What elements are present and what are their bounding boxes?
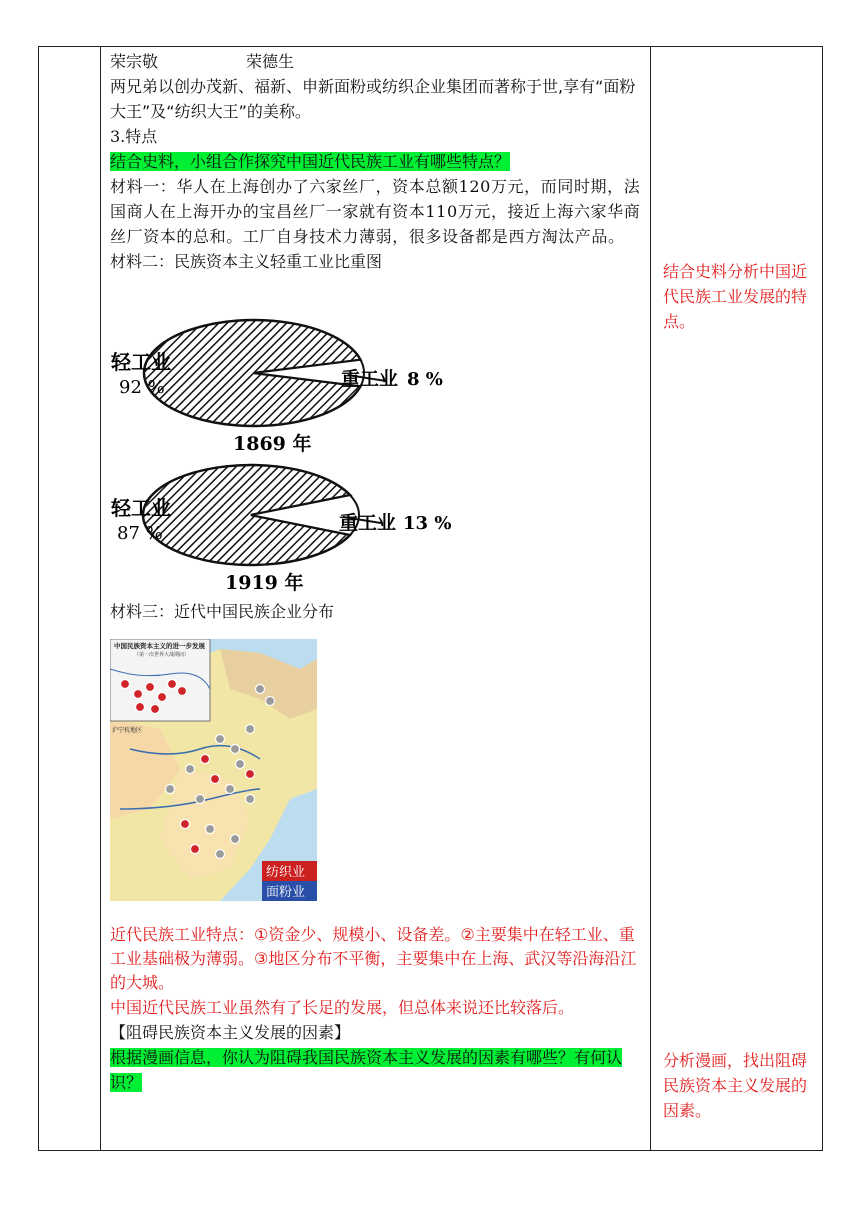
heavy-industry-label: 重工业 bbox=[341, 368, 399, 390]
map-marker-textile bbox=[178, 687, 187, 696]
pie-chart-1869 bbox=[109, 313, 459, 458]
map-marker-flour bbox=[206, 825, 215, 834]
map-marker-textile bbox=[181, 820, 190, 829]
light-industry-pct: 92 % bbox=[119, 377, 165, 398]
heavy-industry-pct: 8 % bbox=[407, 369, 443, 390]
map-marker-textile bbox=[134, 690, 143, 699]
map-marker-flour bbox=[226, 785, 235, 794]
task-highlight-obstacles: 根据漫画信息，你认为阻碍我国民族资本主义发展的因素有哪些？有何认识？ bbox=[110, 1048, 623, 1092]
side-note-obstacles: 分析漫画，找出阻碍民族资本主义发展的因素。 bbox=[663, 1051, 808, 1120]
map-marker-flour bbox=[186, 765, 195, 774]
heavy-industry-label: 重工业 bbox=[339, 512, 397, 534]
task-highlight: 结合史料，小组合作探究中国近代民族工业有哪些特点？ bbox=[110, 152, 511, 171]
chart-year: 1919 年 bbox=[225, 572, 304, 594]
map-marker-textile bbox=[136, 703, 145, 712]
pie-chart-1919 bbox=[109, 457, 459, 597]
map-marker-flour bbox=[196, 795, 205, 804]
name-left: 荣宗敬 bbox=[110, 52, 159, 71]
map-marker-textile bbox=[191, 845, 200, 854]
map-marker-flour bbox=[166, 785, 175, 794]
map-marker-flour bbox=[246, 725, 255, 734]
column-divider bbox=[650, 47, 651, 1150]
map-marker-textile bbox=[201, 755, 210, 764]
section-heading-obstacles: 【阻碍民族资本主义发展的因素】 bbox=[110, 1023, 351, 1042]
legend-label-textile: 纺织业 bbox=[266, 865, 306, 880]
map-inset-label: 沪宁杭地区 bbox=[112, 727, 143, 734]
material-one: 材料一：华人在上海创办了六家丝厂，资本总额120万元，而同时期，法国商人在上海开办的宝昌丝厂一家就有资本110万元，接近上海六家华商丝厂资本的总和。工厂自身技术力薄弱，很多设备都是西方淘汰产品。 bbox=[110, 177, 641, 246]
map-marker-textile bbox=[211, 775, 220, 784]
main-column bbox=[110, 49, 650, 274]
map-marker-textile bbox=[158, 693, 167, 702]
map-marker-flour bbox=[256, 685, 265, 694]
intro-text: 两兄弟以创办茂新、福新、申新面粉或纺织企业集团而著称于世,享有“面粉大王”及“纺织大王”的美称。 bbox=[110, 77, 636, 121]
light-industry-label: 轻工业 bbox=[111, 350, 171, 374]
map-marker-flour bbox=[216, 735, 225, 744]
map-marker-textile bbox=[168, 680, 177, 689]
names-line bbox=[110, 49, 650, 74]
side-note-features: 结合史料分析中国近代民族工业发展的特点。 bbox=[663, 262, 808, 331]
light-industry-label: 轻工业 bbox=[111, 496, 171, 520]
light-industry-pct: 87 % bbox=[117, 523, 163, 544]
map-subtitle: （第一次世界大战期间） bbox=[134, 652, 190, 658]
heavy-industry-pct: 13 % bbox=[403, 513, 452, 534]
material-three: 材料三：近代中国民族企业分布 bbox=[110, 602, 335, 621]
map-title: 中国民族资本主义的进一步发展 bbox=[114, 642, 205, 650]
name-right: 荣德生 bbox=[246, 52, 295, 71]
map-marker-flour bbox=[236, 760, 245, 769]
map-marker-textile bbox=[121, 680, 130, 689]
map-marker-textile bbox=[146, 683, 155, 692]
map-marker-flour bbox=[216, 850, 225, 859]
lesson-table bbox=[38, 46, 823, 1151]
enterprise-distribution-map bbox=[110, 639, 317, 901]
map-marker-flour bbox=[266, 697, 275, 706]
legend-label-flour: 面粉业 bbox=[266, 885, 306, 900]
material-two: 材料二：民族资本主义轻重工业比重图 bbox=[110, 252, 383, 271]
map-marker-flour bbox=[231, 835, 240, 844]
map-marker-flour bbox=[246, 795, 255, 804]
column-divider bbox=[100, 47, 101, 1150]
summary-features: 近代民族工业特点：①资金少、规模小、设备差。②主要集中在轻工业、重工业基础极为薄弱。③地区分布不平衡，主要集中在上海、武汉等沿海沿江的大城。 bbox=[110, 925, 637, 992]
summary-conclusion: 中国近代民族工业虽然有了长足的发展，但总体来说还比较落后。 bbox=[110, 998, 575, 1017]
map-marker-textile bbox=[151, 705, 160, 714]
map-graphic bbox=[110, 639, 317, 901]
section-heading: 3.特点 bbox=[110, 127, 158, 146]
map-marker-flour bbox=[231, 745, 240, 754]
map-marker-textile bbox=[246, 770, 255, 779]
chart-year: 1869 年 bbox=[233, 433, 312, 455]
